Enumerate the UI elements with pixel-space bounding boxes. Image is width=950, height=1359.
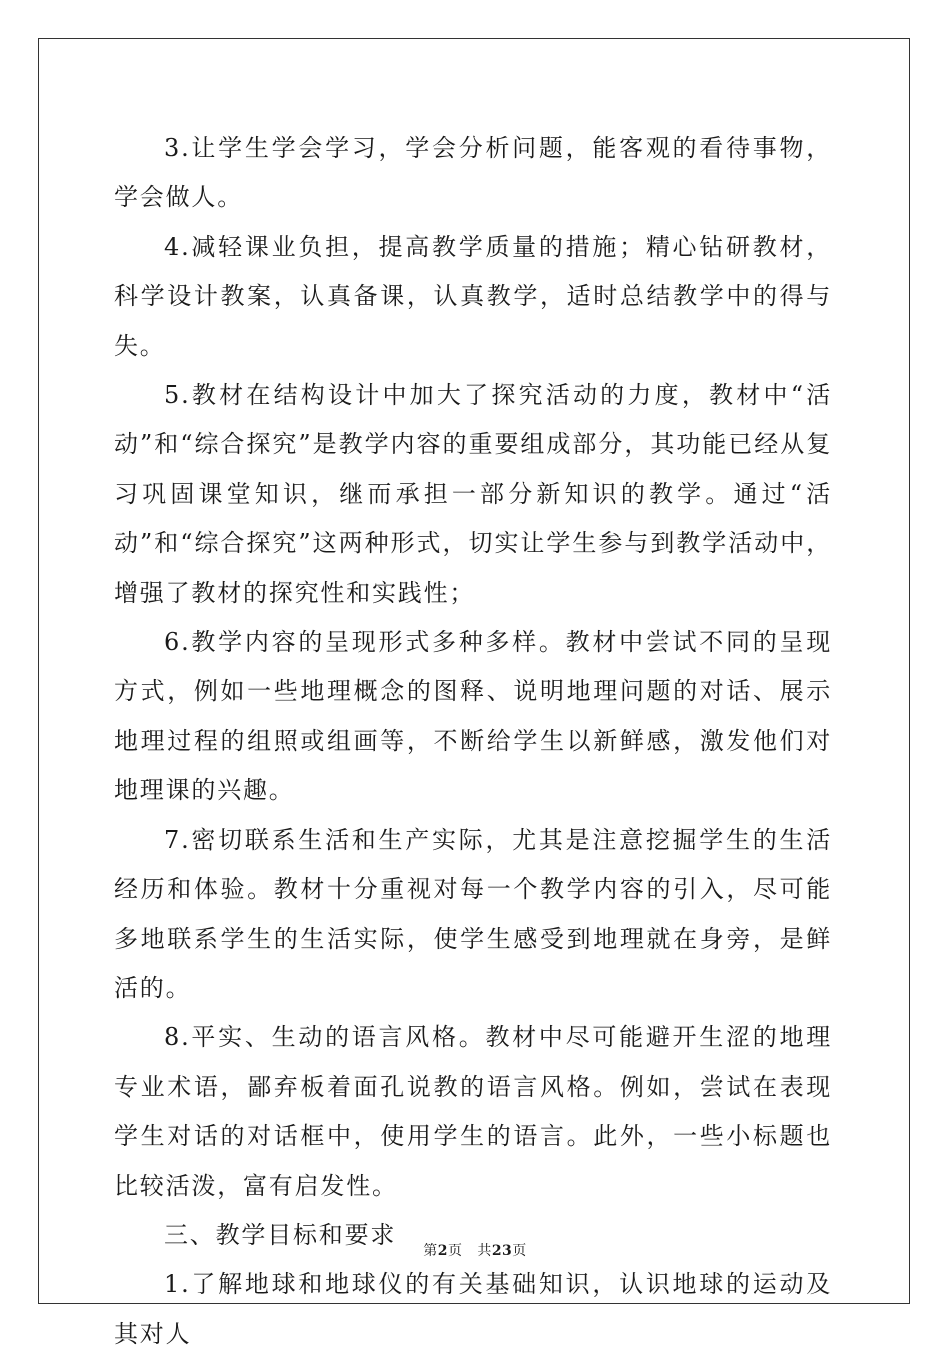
footer-total-prefix: 共 [477, 1243, 492, 1259]
footer-page-number: 2 [437, 1243, 448, 1259]
footer-page-prefix: 第 [423, 1243, 438, 1259]
paragraph-item-4: 4.减轻课业负担，提高教学质量的措施；精心钻研教材，科学设计教案，认真备课，认真教学，适时总结教学中的得与失。 [114, 232, 832, 360]
paragraph-item-1: 1.了解地球和地球仪的有关基础知识，认识地球的运动及其对人 [114, 1270, 832, 1348]
footer-total-pages: 23 [491, 1243, 513, 1259]
page-footer [0, 1240, 950, 1260]
paragraph-item-8: 8.平实、生动的语言风格。教材中尽可能避开生涩的地理专业术语，鄙弃板着面孔说教的语言风格。例如，尝试在表现学生对话的对话框中，使用学生的语言。此外，一些小标题也比较活泼，富有启发性。 [114, 1023, 832, 1200]
footer-page-suffix: 页 [447, 1243, 463, 1259]
paragraph-item-7: 7.密切联系生活和生产实际，尤其是注意挖掘学生的生活经历和体验。教材十分重视对每一个教学内容的引入，尽可能多地联系学生的生活实际，使学生感受到地理就在身旁，是鲜活的。 [114, 825, 832, 1002]
document-body [114, 124, 832, 1359]
footer-total-suffix: 页 [512, 1243, 527, 1259]
paragraph-item-3: 3.让学生学会学习，学会分析问题，能客观的看待事物，学会做人。 [114, 134, 832, 212]
paragraph-item-5: 5.教材在结构设计中加大了探究活动的力度，教材中“活动”和“综合探究”是教学内容的重要组成部分，其功能已经从复习巩固课堂知识，继而承担一部分新知识的教学。通过“活动”和“综合探究”这两种形式，切实让学生参与到教学活动中，增强了教材的探究性和实践性； [114, 381, 832, 607]
paragraph-item-6: 6.教学内容的呈现形式多种多样。教材中尝试不同的呈现方式，例如一些地理概念的图释、说明地理问题的对话、展示地理过程的组照或组画等，不断给学生以新鲜感，激发他们对地理课的兴趣。 [114, 628, 832, 805]
section-heading: 三、教学目标和要求 [164, 1220, 397, 1249]
